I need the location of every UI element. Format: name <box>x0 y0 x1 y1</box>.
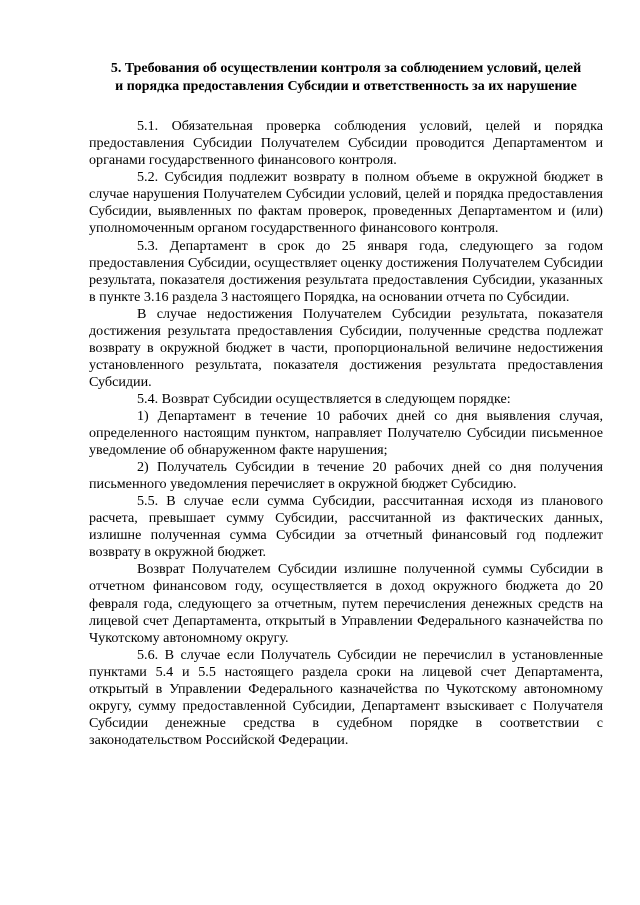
paragraph-5-5: 5.5. В случае если сумма Субсидии, рассчитанная исходя из планового расчета, превышает сумму Субсидии, рассчитанной из фактических данных, излишне полученная сумма Субсидии за отчетный финансовый год подлежит возврату в окружной бюджет. <box>89 493 603 561</box>
paragraph-5-6: 5.6. В случае если Получатель Субсидии не перечислил в установленные пунктами 5.4 и 5.5 настоящего раздела сроки на лицевой счет Департамента, открытый в Управлении Федерального казначейства по Чукотскому автономному округу, сумму предоставленной Субсидии, Департамент взыскивает с Получателя Субсидии денежные средства в судебном порядке в соответствии с законодательством Российской Федерации. <box>89 646 603 748</box>
paragraph-5-4-item-1: 1) Департамент в течение 10 рабочих дней со дня выявления случая, определенного настоящим пунктом, направляет Получателю Субсидии письменное уведомление об обнаруженном факте нарушения; <box>89 407 603 459</box>
paragraph-5-4-item-2: 2) Получатель Субсидии в течение 20 рабочих дней со дня получения письменного уведомления перечисляет в окружной бюджет Субсидию. <box>89 459 603 493</box>
paragraph-5-1: 5.1. Обязательная проверка соблюдения условий, целей и порядка предоставления Субсидии Получателем Субсидии проводится Департаментом и органами государственного финансового контроля. <box>89 118 603 169</box>
paragraph-5-4: 5.4. Возврат Субсидии осуществляется в следующем порядке: <box>137 390 511 407</box>
section-body <box>89 118 603 749</box>
paragraph-5-3-nonachievement: В случае недостижения Получателем Субсидии результата, показателя достижения результата предоставления Субсидии, полученные средства подлежат возврату в окружной бюджет в части, пропорциональной величине недостижения установленного результата, показателя достижения результата предоставления Субсидии. <box>89 305 603 390</box>
section-heading <box>89 60 603 95</box>
paragraph-5-3: 5.3. Департамент в срок до 25 января года, следующего за годом предоставления Субсидии, осуществляет оценку достижения Получателем Субсидии результата, показателя достижения результата предоставления Субсидии, указанных в пункте 3.16 раздела 3 настоящего Порядка, на основании отчета по Субсидии. <box>89 237 603 305</box>
paragraph-5-2: 5.2. Субсидия подлежит возврату в полном объеме в окружной бюджет в случае нарушения Получателем Субсидии условий, целей и порядка предоставления Субсидии, выявленных по фактам проверок, проведенных Департаментом и (или) уполномоченным органом государственного финансового контроля. <box>89 169 603 237</box>
section-heading-line-1: 5. Требования об осуществлении контроля за соблюдением условий, целей <box>110 61 582 76</box>
paragraph-5-5-refund: Возврат Получателем Субсидии излишне полученной суммы Субсидии в отчетном финансовом году, осуществляется в доход окружного бюджета до 20 февраля года, следующего за отчетным, путем перечисления денежных средств на лицевой счет Департамента, открытый в Управлении Федерального казначейства по Чукотскому автономному округу. <box>89 561 603 646</box>
section-heading-line-2: и порядка предоставления Субсидии и ответственность за их нарушение <box>115 78 577 94</box>
document-page <box>89 60 603 749</box>
